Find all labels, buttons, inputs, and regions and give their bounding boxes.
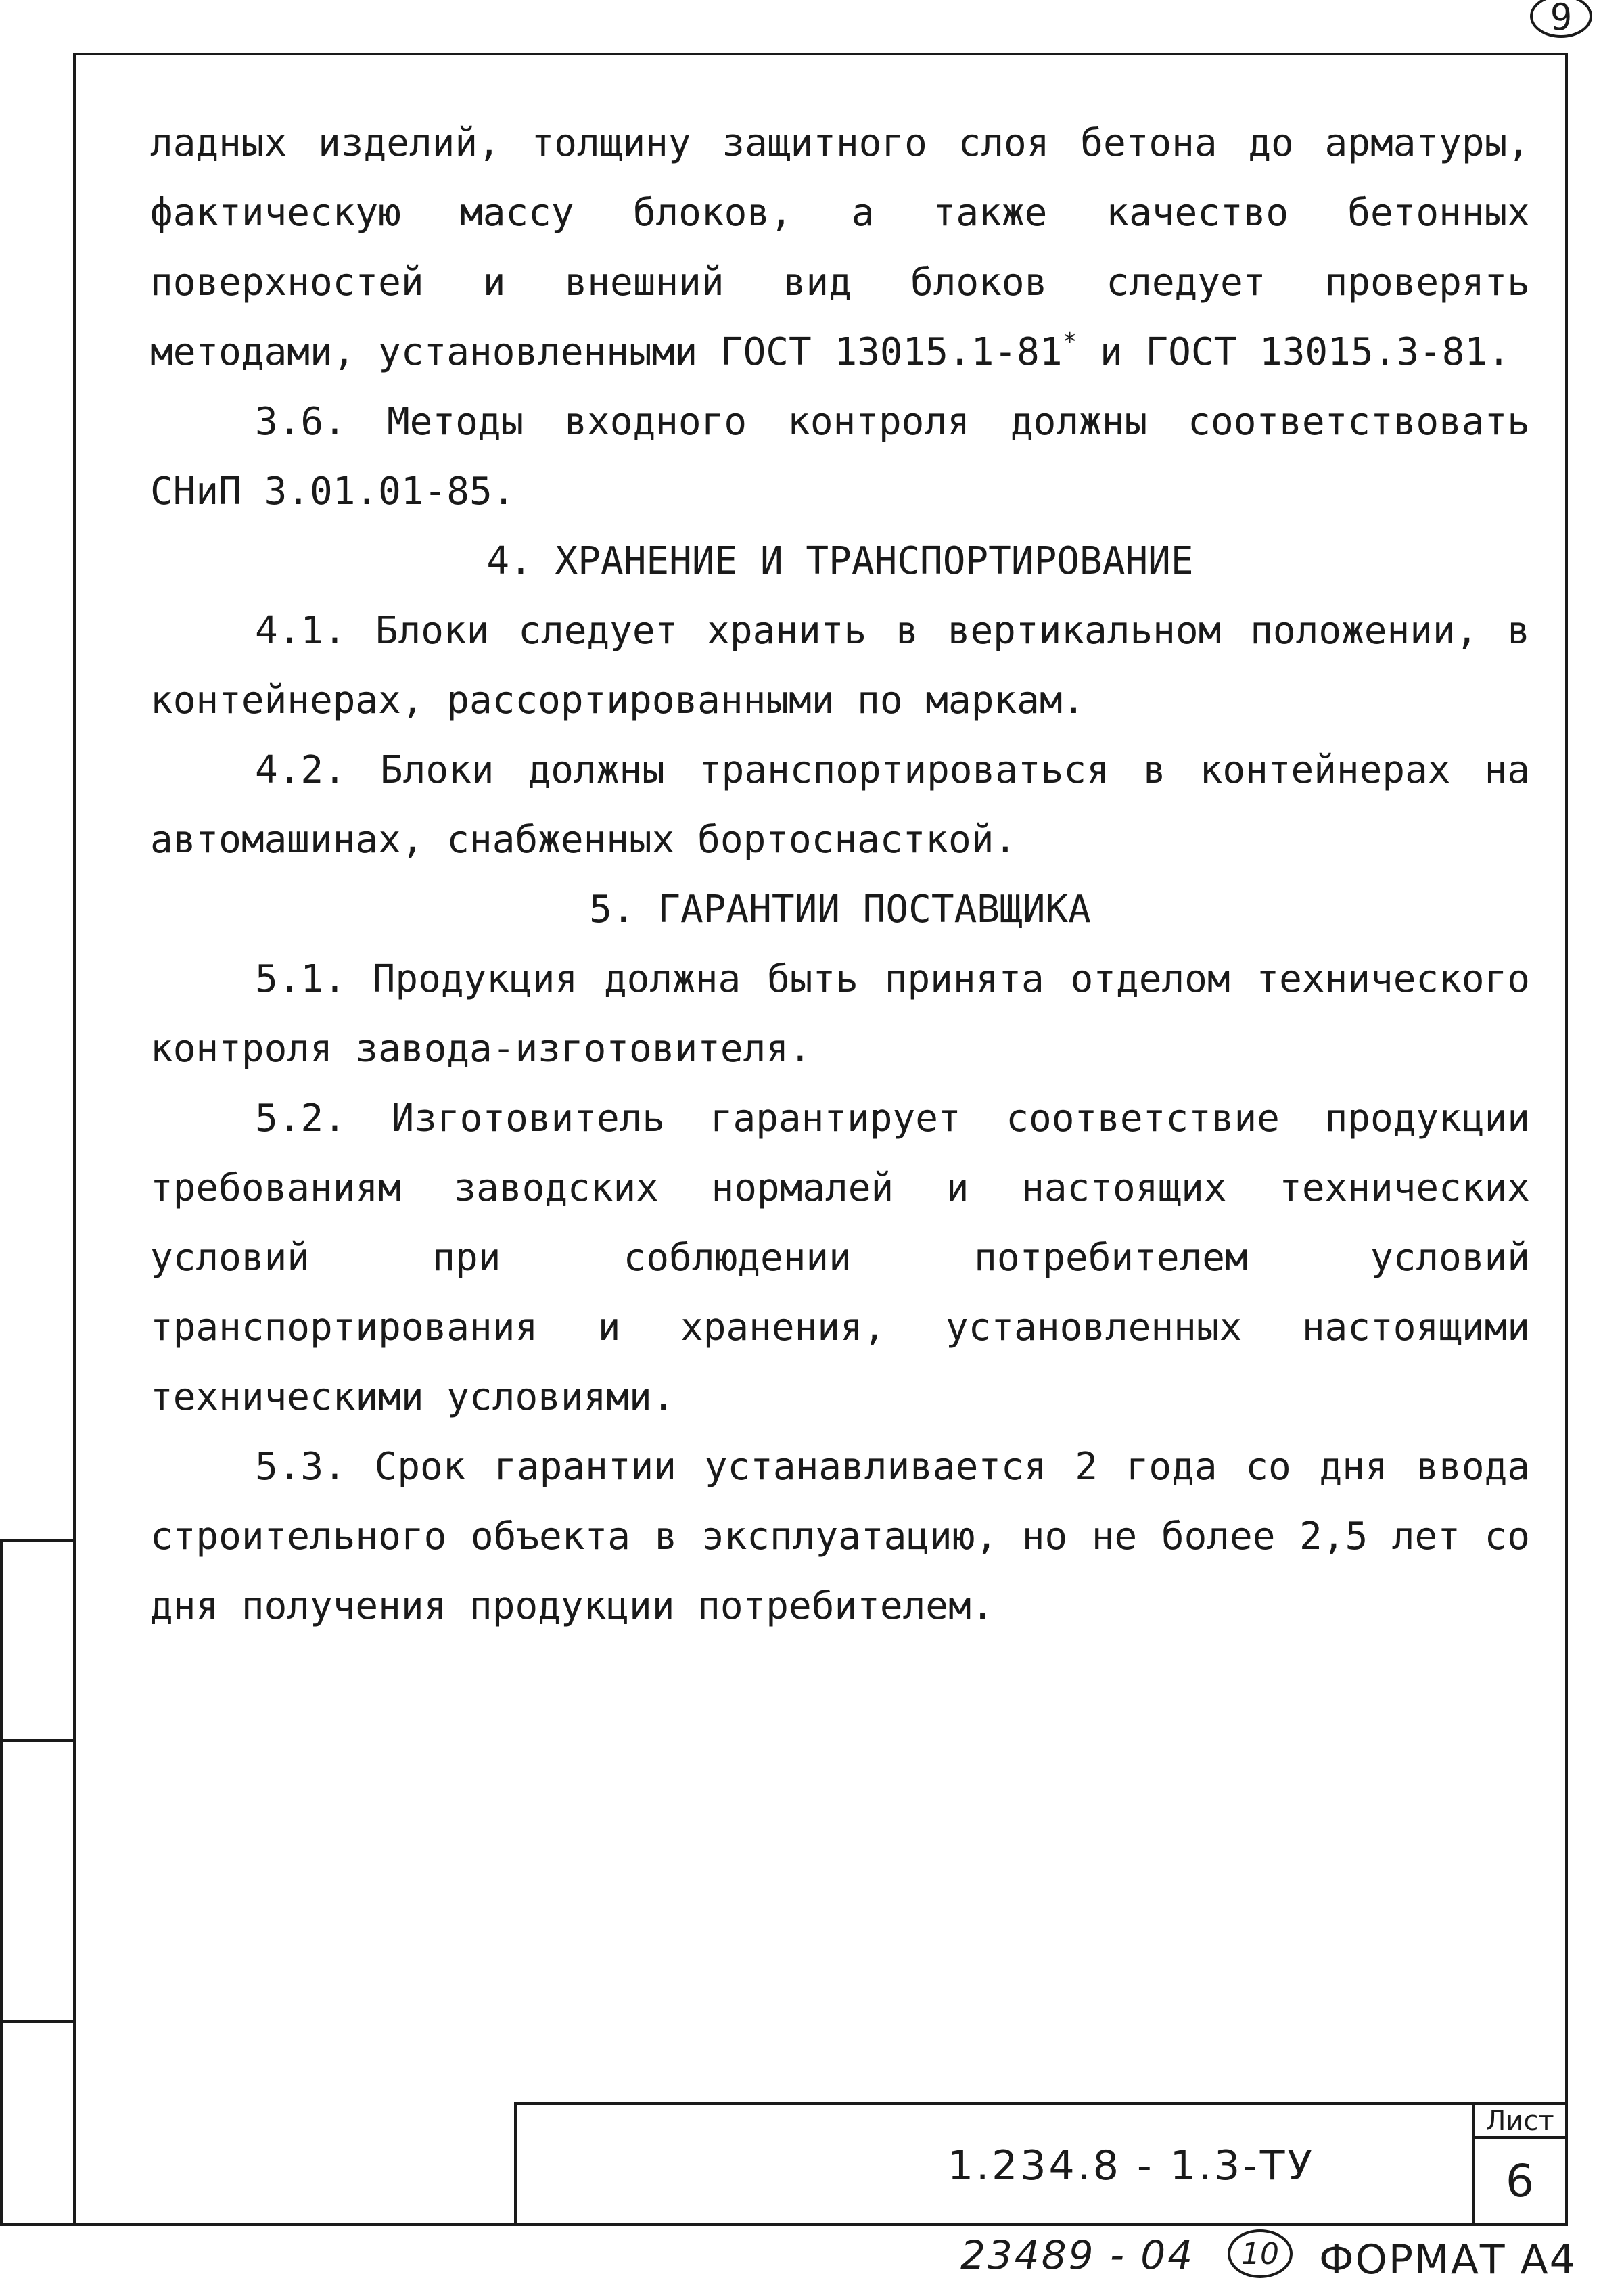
sheet-label: Лист — [1475, 2105, 1565, 2139]
sheet-cell — [1472, 2105, 1565, 2226]
title-block-stamp — [514, 2102, 1568, 2226]
document-code: 1.234.8 - 1.3-ТУ — [947, 2141, 1315, 2190]
paragraph-4-1: 4.1. Блоки следует хранить в вертикальном положении, в контейнерах, рассортированными по маркам. — [150, 609, 1530, 722]
paragraph-continuation — [150, 108, 1530, 387]
inventory-number: 23489 - 04 — [960, 2232, 1195, 2278]
section-heading-5: 5. ГАРАНТИИ ПОСТАВЩИКА — [589, 887, 1091, 931]
paragraph-text: ладных изделий, толщину защитного слоя бетона до арматуры, фактическую массу блоков, а также качество бетонных поверхностей и внешний вид блоков следует проверять методами, установленными ГОСТ 13015.1-81 — [150, 121, 1530, 374]
paragraph-5-3: 5.3. Срок гарантии устанавливается 2 года со дня ввода строительного объекта в эксплуатацию, но не более 2,5 лет со дня получения продукции потребителем. — [150, 1445, 1530, 1628]
side-stamp-box-2 — [0, 1739, 73, 2023]
side-stamp-box-1 — [0, 1539, 73, 1742]
footnote-mark: * — [1062, 328, 1077, 356]
sheet-number: 6 — [1506, 2155, 1534, 2207]
paragraph-tail: и ГОСТ 13015.3-81. — [1077, 330, 1510, 374]
section-heading-4: 4. ХРАНЕНИЕ И ТРАНСПОРТИРОВАНИЕ — [486, 539, 1194, 583]
document-body — [150, 108, 1530, 1641]
paragraph-4-2: 4.2. Блоки должны транспортироваться в контейнерах на автомашинах, снабженных бортоснасткой. — [150, 748, 1530, 862]
page-corner-number: 9 — [1530, 0, 1592, 38]
side-stamp-box-3 — [0, 2020, 73, 2226]
paper-format: ФОРМАТ А4 — [1319, 2236, 1577, 2284]
paragraph-5-1: 5.1. Продукция должна быть принята отделом технического контроля завода-изготовителя. — [150, 957, 1530, 1071]
circled-number: 10 — [1228, 2229, 1293, 2278]
paragraph-5-2: 5.2. Изготовитель гарантирует соответствие продукции требованиям заводских нормалей и настоящих технических условий при соблюдении потребителем условий транспортирования и хранения, установленных настоящими техническими условиями. — [150, 1096, 1530, 1419]
paragraph-3-6: 3.6. Методы входного контроля должны соответствовать СНиП 3.01.01-85. — [150, 400, 1530, 513]
